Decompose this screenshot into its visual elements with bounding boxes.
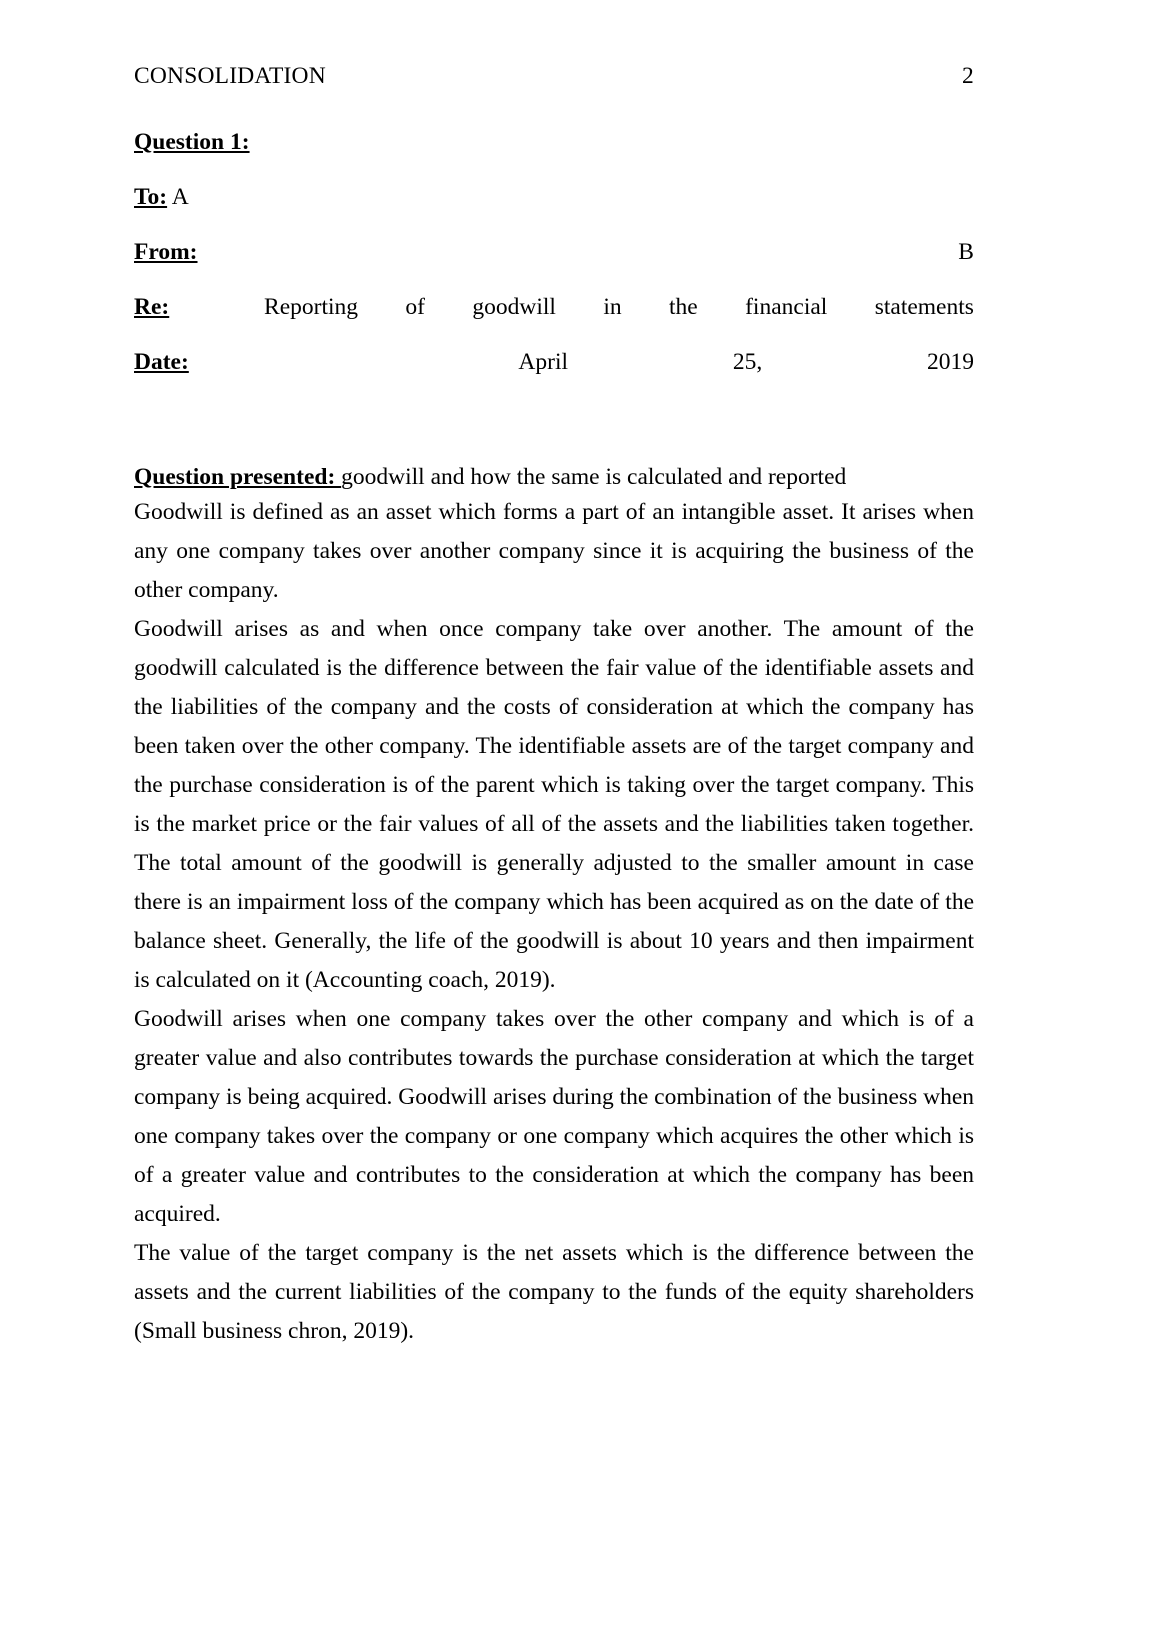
question-heading: Question 1: — [134, 129, 250, 156]
memo-to-label: To: — [134, 184, 168, 211]
memo-from-label: From: — [134, 239, 198, 266]
question-presented — [134, 462, 974, 493]
memo-word: 25, — [732, 349, 763, 376]
memo-to-value: A — [171, 184, 189, 211]
page-number: 2 — [962, 63, 974, 89]
memo-word: statements — [874, 294, 974, 321]
memo-word: April — [518, 349, 569, 376]
memo-word: of — [405, 294, 425, 321]
memo-block — [134, 130, 974, 376]
body-paragraph-4: The value of the target company is the net assets which is the difference between the assets and the current liabilities of the company to the funds of the equity shareholders (Small business chron, 2019). — [134, 1239, 974, 1344]
running-header-title: CONSOLIDATION — [134, 63, 326, 89]
body-paragraph-3: Goodwill arises when one company takes over the other company and which is of a greater value and also contributes towards the purchase consideration at which the target company is being acquired. Goodwill arises during the combination of the business when one company takes over the company or one company which acquires the other which is of a greater value and contributes to the consideration at which the company has been acquired. — [134, 1005, 974, 1227]
memo-word: B — [958, 239, 974, 266]
question-presented-text: goodwill and how the same is calculated and reported — [341, 464, 847, 491]
memo-word: the — [669, 294, 698, 321]
memo-word: 2019 — [926, 349, 974, 376]
memo-word: financial — [745, 294, 828, 321]
memo-word: Reporting — [264, 294, 359, 321]
page-content — [134, 62, 974, 1351]
memo-re-line — [134, 294, 974, 321]
memo-date-line — [134, 349, 974, 376]
memo-word: goodwill — [472, 294, 556, 321]
question-presented-label: Question presented: — [134, 464, 342, 491]
running-header — [134, 62, 974, 90]
memo-date-label: Date: — [134, 349, 189, 376]
memo-to-line — [134, 184, 974, 211]
body-paragraph-2: Goodwill arises as and when once company take over another. The amount of the goodwill calculated is the difference between the fair value of the identifiable assets and the liabilities of the company and the costs of consideration at which the company has been taken over the other company. The identifiable assets are of the target company and the purchase consideration is of the parent which is taking over the target company. This is the market price or the fair values of all of the assets and the liabilities taken together. The total amount of the goodwill is generally adjusted to the smaller amount in case there is an impairment loss of the company which has been acquired as on the date of the balance sheet. Generally, the life of the goodwill is about 10 years and then impairment is calculated on it (Accounting coach, 2019). — [134, 615, 974, 993]
body-paragraph-1: Goodwill is defined as an asset which forms a part of an intangible asset. It arises when any one company takes over another company since it is acquiring the business of the other company. — [134, 498, 974, 603]
memo-word: in — [603, 294, 622, 321]
memo-re-label: Re: — [134, 294, 170, 321]
memo-from-line — [134, 239, 974, 266]
